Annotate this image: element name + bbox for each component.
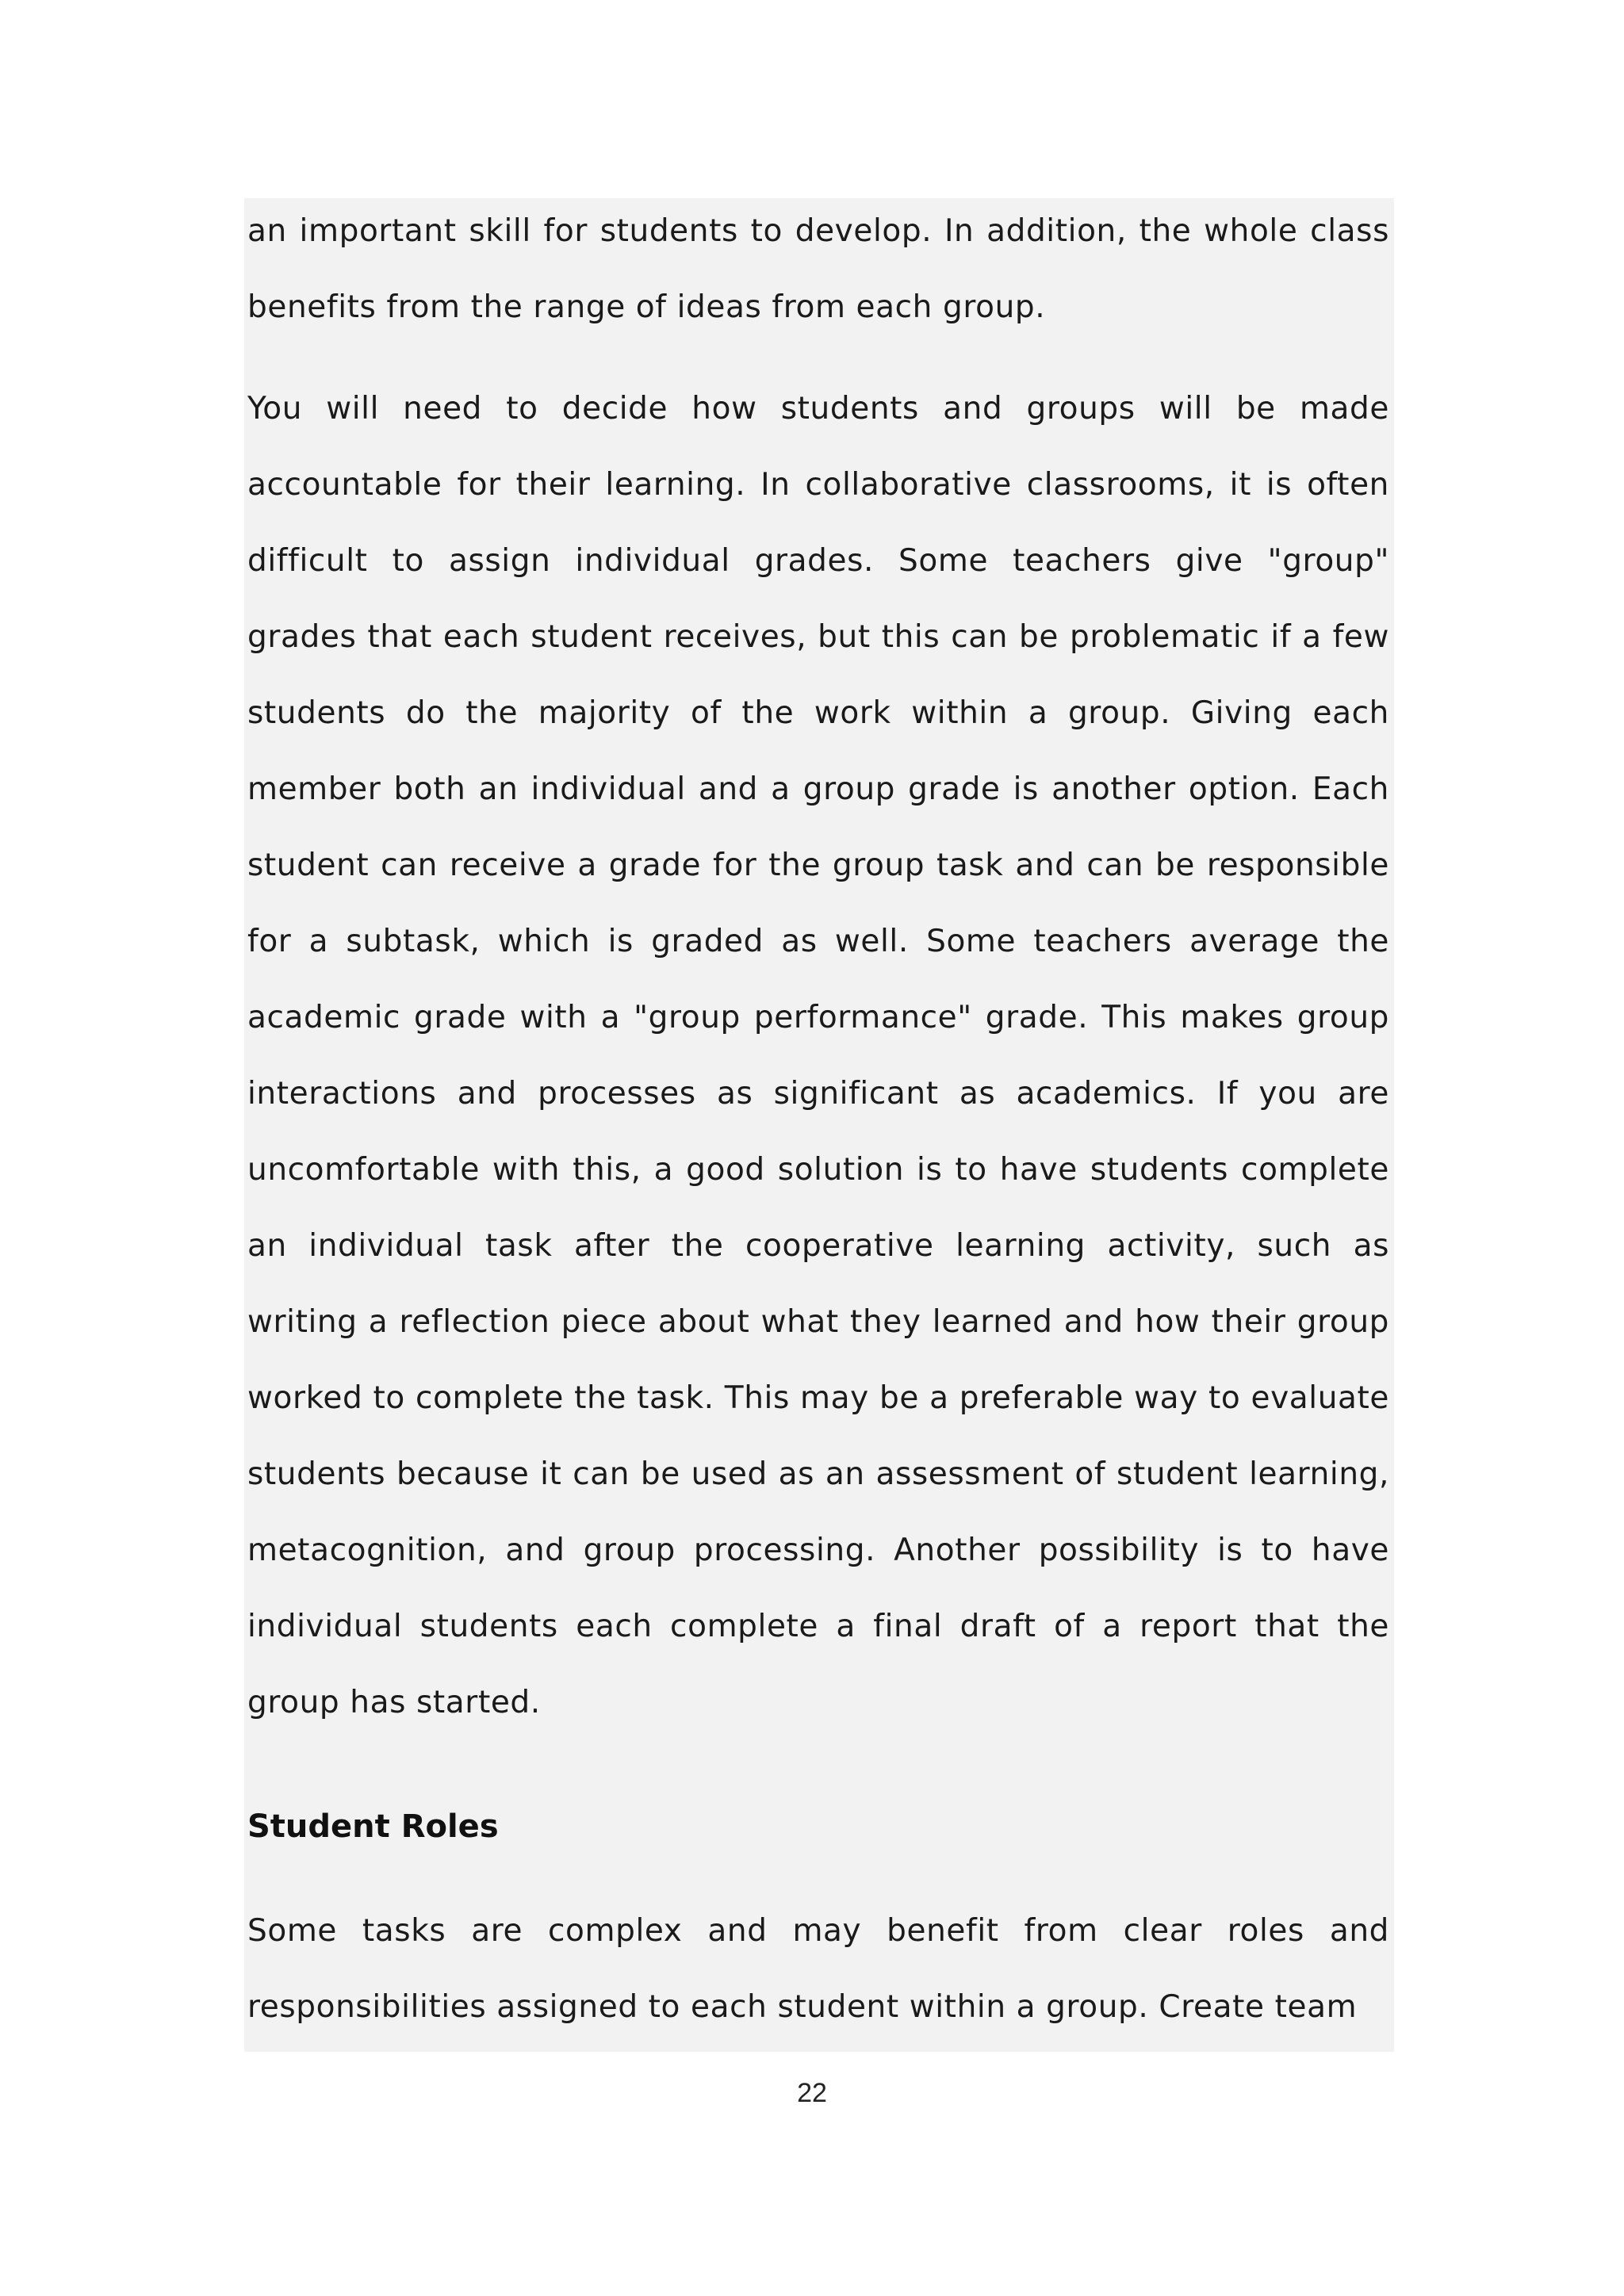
paragraph-intro-continuation: an important skill for students to develop. In addition, the whole class benefits from the range of ideas from each group.	[247, 213, 1389, 325]
paragraph-accountability: You will need to decide how students and groups will be made accountable for their learning. In collaborative classrooms, it is often difficult to assign individual grades. Some teachers give "group" grades that each student receives, but this can be problematic if a few students do the majority of the work within a group. Giving each member both an individual and a group grade is another option. Each student can receive a grade for the group task and can be responsible for a subtask, which is graded as well. Some teachers average the academic grade with a "group performance" grade. This makes group interactions and processes as significant as academics. If you are uncomfortable with this, a good solution is to have students complete an individual task after the cooperative learning activity, such as writing a reflection piece about what they learned and how their group worked to complete the task. This may be a preferable way to evaluate students because it can be used as an assessment of student learning, metacognition, and group processing. Another possibility is to have individual students each complete a final draft of a report that the group has started.	[247, 391, 1389, 1720]
page-number: 22	[797, 2078, 827, 2108]
paragraph-student-roles: Some tasks are complex and may benefit from clear roles and responsibilities assigned to each student within a group. Create team	[247, 1913, 1389, 2025]
section-heading-student-roles: Student Roles	[247, 1808, 499, 1845]
